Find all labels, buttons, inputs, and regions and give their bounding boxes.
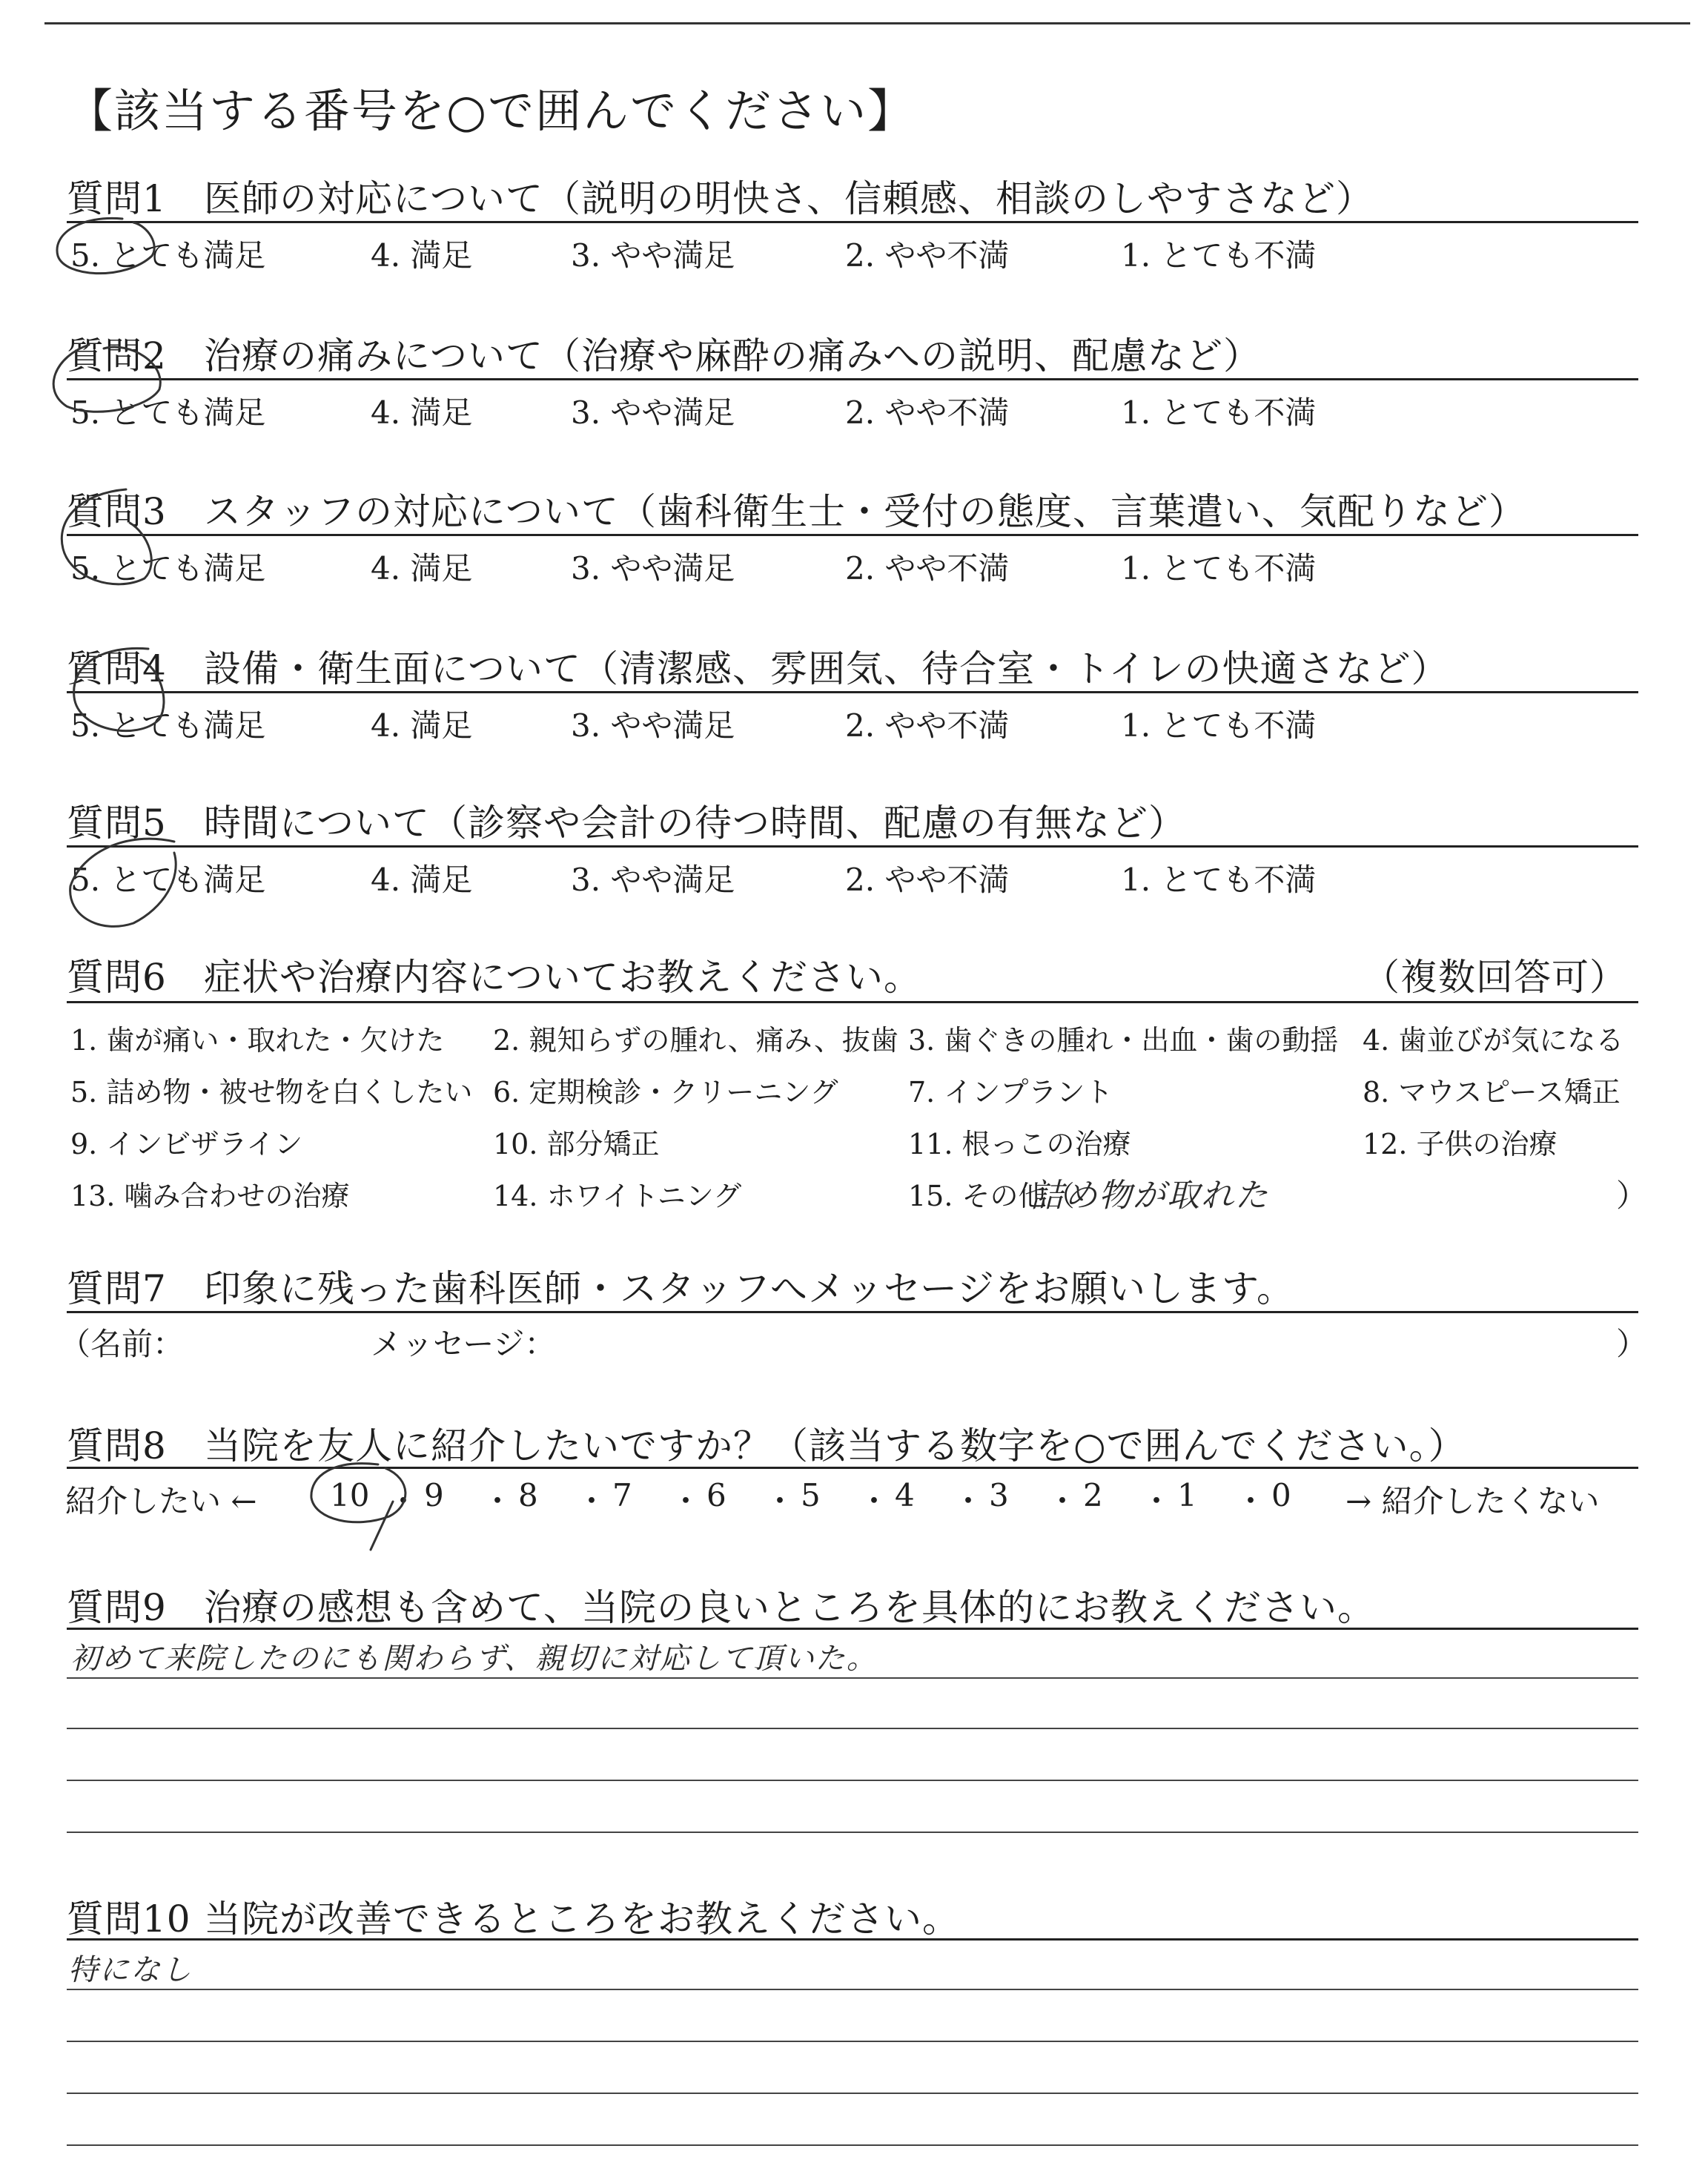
q1-option-2[interactable]: 2. やや不満 (845, 237, 1010, 274)
q3-option-3[interactable]: 3. やや満足 (571, 550, 735, 587)
q1-option-1[interactable]: 1. とても不満 (1121, 237, 1317, 274)
q4-option-2[interactable]: 2. やや不満 (845, 707, 1010, 744)
q8-scale-separator: ・ (576, 1483, 608, 1519)
q6-option-11[interactable]: 11. 根っこの治療 (908, 1128, 1131, 1160)
q8-scale-3[interactable]: 3 (989, 1477, 1009, 1513)
q6-option-7[interactable]: 7. インプラント (908, 1076, 1113, 1109)
q1-option-4[interactable]: 4. 満足 (371, 237, 473, 274)
q8-scale-separator: ・ (482, 1483, 514, 1519)
q6-note: （複数回答可） (1363, 956, 1627, 999)
q8-scale-10[interactable]: 10 (330, 1477, 370, 1513)
q3-circle-mark (62, 489, 151, 584)
q5-option-4[interactable]: 4. 満足 (371, 862, 473, 898)
q4-option-4[interactable]: 4. 満足 (371, 707, 473, 744)
q5-option-3[interactable]: 3. やや満足 (571, 862, 735, 898)
q8-scale-8[interactable]: 8 (518, 1477, 538, 1513)
q8-text: 当院を友人に紹介したいですか？（該当する数字を○で囲んでください。） (204, 1424, 1466, 1467)
q8-scale-separator: ・ (764, 1483, 796, 1519)
q1-option-5[interactable]: 5. とても満足 (70, 237, 266, 274)
q8-scale-6[interactable]: 6 (706, 1477, 726, 1513)
q5-option-2[interactable]: 2. やや不満 (845, 862, 1010, 898)
page-heading: 【該当する番号を○で囲んでください】 (67, 84, 916, 138)
q6-option-3[interactable]: 3. 歯ぐきの腫れ・出血・歯の動揺 (908, 1024, 1339, 1057)
q4-label: 質問4 (67, 647, 167, 690)
q6-option-8[interactable]: 8. マウスピース矯正 (1363, 1076, 1621, 1109)
q3-label: 質問3 (67, 490, 167, 533)
q4-option-1[interactable]: 1. とても不満 (1121, 707, 1317, 744)
q4-text: 設備・衛生面について（清潔感、雰囲気、待合室・トイレの快適さなど） (204, 647, 1449, 690)
q3-option-2[interactable]: 2. やや不満 (845, 550, 1010, 587)
q4-circle-mark (74, 648, 164, 730)
q6-option-14[interactable]: 14. ホワイトニング (493, 1180, 742, 1212)
q6-option-5[interactable]: 5. 詰め物・被せ物を白くしたい (70, 1076, 473, 1109)
q8-scale-separator: ・ (858, 1483, 890, 1519)
q7-label: 質問7 (67, 1267, 167, 1310)
q8-scale-0[interactable]: 0 (1271, 1477, 1291, 1513)
q4-option-3[interactable]: 3. やや満足 (571, 707, 735, 744)
q6-option-12[interactable]: 12. 子供の治療 (1363, 1128, 1558, 1160)
q2-option-5[interactable]: 5. とても満足 (70, 394, 266, 431)
q8-label: 質問8 (67, 1424, 167, 1467)
q2-option-2[interactable]: 2. やや不満 (845, 394, 1010, 431)
q5-circle-mark (70, 839, 176, 926)
q8-scale-separator: ・ (388, 1483, 420, 1519)
q8-circle-mark (311, 1464, 406, 1550)
q6-label: 質問6 (67, 956, 167, 999)
q6-other-answer: 詰め物が取れた (1030, 1177, 1269, 1215)
q6-option-13[interactable]: 13. 噛み合わせの治療 (70, 1180, 350, 1212)
q7-message-label: メッセージ： (371, 1326, 556, 1362)
q8-scale-separator: ・ (670, 1483, 702, 1519)
q3-text: スタッフの対応について（歯科衛生士・受付の態度、言葉遣い、気配りなど） (204, 490, 1526, 533)
q2-option-1[interactable]: 1. とても不満 (1121, 394, 1317, 431)
q6-option-1[interactable]: 1. 歯が痛い・取れた・欠けた (70, 1024, 445, 1057)
q6-option-10[interactable]: 10. 部分矯正 (493, 1128, 660, 1160)
q2-text: 治療の痛みについて（治療や麻酔の痛みへの説明、配慮など） (204, 334, 1261, 377)
q9-label: 質問9 (67, 1586, 167, 1629)
q5-text: 時間について（診察や会計の待つ時間、配慮の有無など） (204, 802, 1186, 845)
q1-label: 質問1 (67, 177, 167, 220)
q2-option-4[interactable]: 4. 満足 (371, 394, 473, 431)
q6-text: 症状や治療内容についてお教えください。 (204, 956, 921, 999)
q3-option-5[interactable]: 5. とても満足 (70, 550, 266, 587)
q8-scale-separator: ・ (1047, 1483, 1079, 1519)
q5-option-5[interactable]: 5. とても満足 (70, 862, 266, 898)
q8-scale-2[interactable]: 2 (1083, 1477, 1103, 1513)
q6-option-4[interactable]: 4. 歯並びが気になる (1363, 1024, 1624, 1057)
q1-text: 医師の対応について（説明の明快さ、信頼感、相談のしやすさなど） (204, 177, 1374, 220)
q2-option-3[interactable]: 3. やや満足 (571, 394, 735, 431)
q7-name-label: （名前： (59, 1326, 185, 1362)
q8-right-label: → 紹介したくない (1345, 1483, 1600, 1519)
q5-option-1[interactable]: 1. とても不満 (1121, 862, 1317, 898)
q10-text: 当院が改善できるところをお教えください。 (204, 1898, 960, 1941)
q8-scale-separator: ・ (953, 1483, 984, 1519)
q7-close-paren: ） (1616, 1326, 1648, 1362)
q6-option-15[interactable]: 15. その他（ (908, 1180, 1075, 1212)
q8-scale-4[interactable]: 4 (895, 1477, 915, 1513)
q8-scale-5[interactable]: 5 (801, 1477, 821, 1513)
q3-option-4[interactable]: 4. 満足 (371, 550, 473, 587)
q9-answer: 初めて来院したのにも関わらず、親切に対応して頂いた。 (70, 1642, 878, 1676)
q10-label: 質問10 (67, 1898, 191, 1941)
q4-option-5[interactable]: 5. とても満足 (70, 707, 266, 744)
q8-scale-7[interactable]: 7 (612, 1477, 632, 1513)
q10-answer: 特になし (68, 1953, 193, 1987)
q6-option-9[interactable]: 9. インビザライン (70, 1128, 303, 1160)
q6-close-paren: ） (1616, 1178, 1648, 1214)
q2-label: 質問2 (67, 334, 167, 377)
q1-option-3[interactable]: 3. やや満足 (571, 237, 735, 274)
q8-scale-separator: ・ (1235, 1483, 1267, 1519)
q8-scale-1[interactable]: 1 (1177, 1477, 1197, 1513)
q8-scale-separator: ・ (1141, 1483, 1173, 1519)
q6-option-6[interactable]: 6. 定期検診・クリーニング (493, 1076, 838, 1109)
q1-circle-mark (57, 218, 154, 273)
q8-left-label: 紹介したい ← (65, 1483, 257, 1519)
q8-scale-9[interactable]: 9 (424, 1477, 444, 1513)
q9-text: 治療の感想も含めて、当院の良いところを具体的にお教えください。 (204, 1586, 1375, 1629)
q7-text: 印象に残った歯科医師・スタッフへメッセージをお願いします。 (204, 1267, 1294, 1310)
q6-option-2[interactable]: 2. 親知らずの腫れ、痛み、抜歯 (493, 1024, 898, 1057)
q5-label: 質問5 (67, 802, 167, 845)
q3-option-1[interactable]: 1. とても不満 (1121, 550, 1317, 587)
q2-circle-mark (53, 345, 160, 412)
